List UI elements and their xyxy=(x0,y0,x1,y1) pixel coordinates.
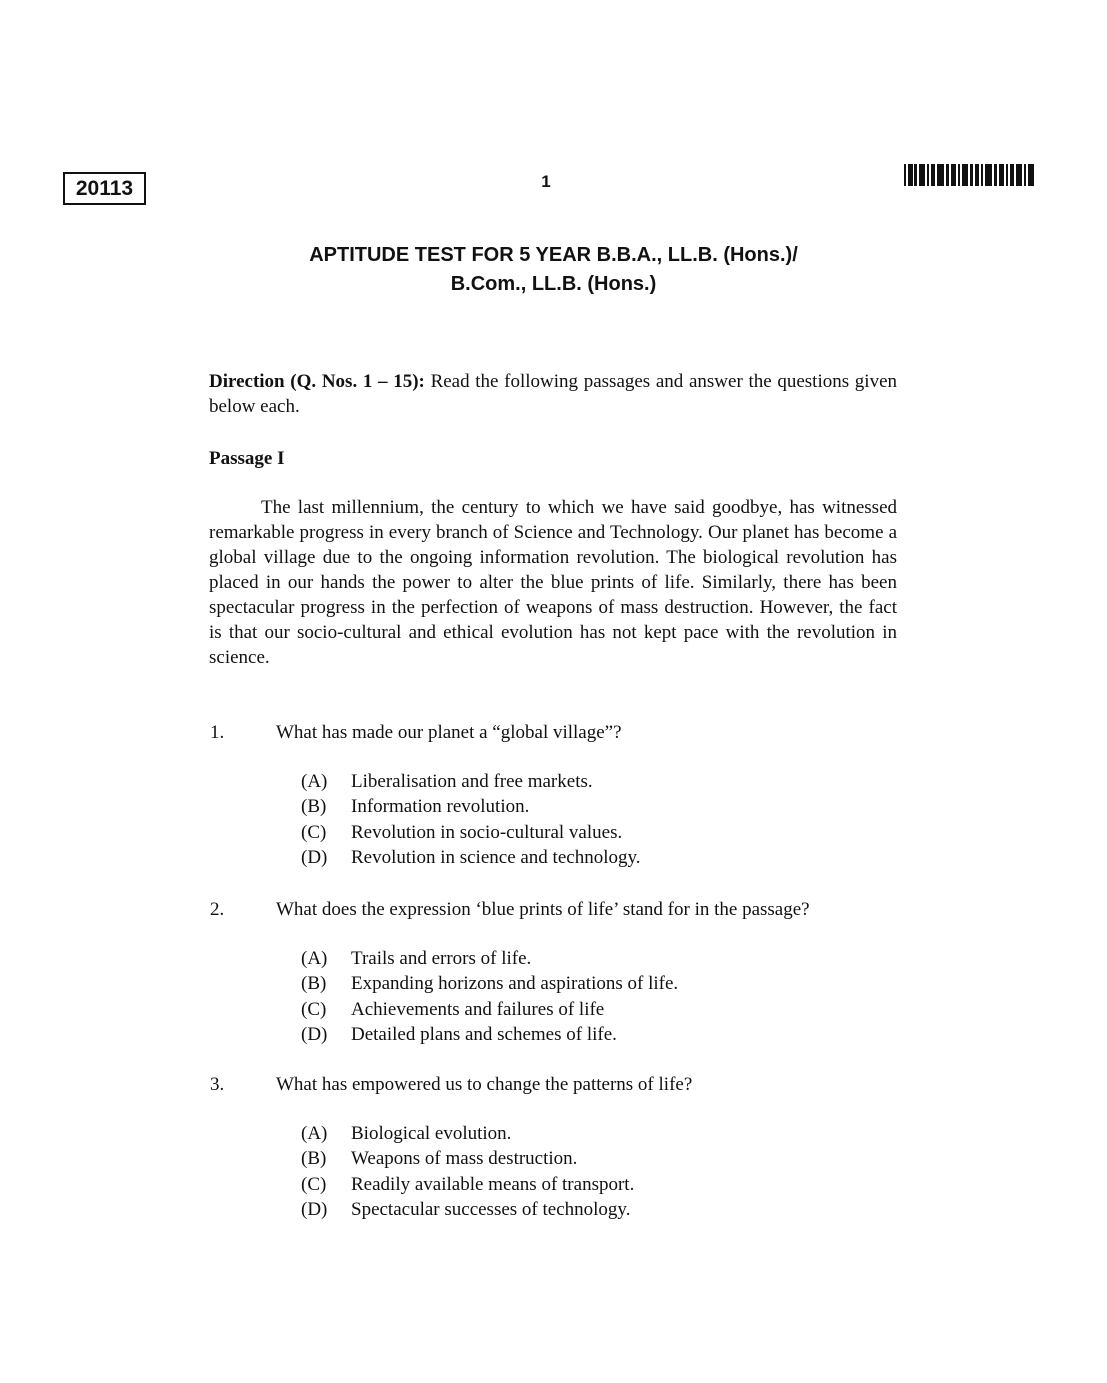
paper-code-box: 20113 xyxy=(63,172,146,205)
option-c xyxy=(301,820,641,845)
direction-label: Direction (Q. Nos. 1 – 15): xyxy=(209,371,425,392)
options-list xyxy=(301,1121,634,1222)
option-letter: (C) xyxy=(301,821,327,843)
option-d xyxy=(301,1022,678,1047)
option-c xyxy=(301,1172,634,1197)
option-letter: (B) xyxy=(301,1148,327,1170)
option-text: Liberalisation and free markets. xyxy=(351,771,593,792)
option-text: Revolution in socio-cultural values. xyxy=(351,821,623,843)
option-text: Biological evolution. xyxy=(351,1123,512,1144)
option-text: Detailed plans and schemes of life. xyxy=(351,1023,617,1045)
option-a xyxy=(301,1121,634,1146)
option-b xyxy=(301,794,641,819)
option-text: Expanding horizons and aspirations of life. xyxy=(351,973,679,995)
option-letter: (B) xyxy=(301,796,327,818)
option-text: Trails and errors of life. xyxy=(351,948,532,969)
option-text: Information revolution. xyxy=(351,796,530,818)
option-text: Weapons of mass destruction. xyxy=(351,1148,578,1170)
option-a xyxy=(301,946,678,971)
option-d xyxy=(301,845,641,870)
question-number: 2. xyxy=(210,899,225,920)
exam-title xyxy=(200,241,907,299)
option-text: Achievements and failures of life xyxy=(351,998,605,1020)
option-letter: (D) xyxy=(301,1023,328,1045)
passage-title: Passage I xyxy=(209,448,285,469)
option-letter: (C) xyxy=(301,1173,327,1195)
question-text: What does the expression ‘blue prints of life’ stand for in the passage? xyxy=(276,899,810,920)
option-letter: (A) xyxy=(301,948,328,969)
question-number: 1. xyxy=(210,722,225,743)
barcode-icon xyxy=(904,164,1034,186)
question-number: 3. xyxy=(210,1074,225,1095)
options-list xyxy=(301,946,678,1047)
option-letter: (A) xyxy=(301,771,328,792)
option-letter: (D) xyxy=(301,1198,328,1220)
option-b xyxy=(301,1146,634,1171)
option-b xyxy=(301,971,678,996)
option-a xyxy=(301,769,641,794)
option-c xyxy=(301,997,678,1022)
option-letter: (D) xyxy=(301,846,328,868)
options-list xyxy=(301,769,641,870)
question-text: What has empowered us to change the patterns of life? xyxy=(276,1074,693,1095)
option-text: Readily available means of transport. xyxy=(351,1173,635,1195)
question-text: What has made our planet a “global village”? xyxy=(276,722,622,743)
passage-text: The last millennium, the century to which we have said goodbye, has witnessed remarkable progress in every branch of Science and Technology. Our planet has become a global village due to the ongoing information revolution. The biological revolution has placed in our hands the power to alter the blue prints of life. Similarly, there has been spectacular progress in the perfection of weapons of mass destruction. However, the fact is that our socio-cultural and ethical evolution has not kept pace with the revolution in science. xyxy=(209,497,897,668)
option-letter: (C) xyxy=(301,998,327,1020)
option-letter: (B) xyxy=(301,973,327,995)
direction-text: Read the following passages and answer the questions given below each. xyxy=(209,371,898,417)
exam-title-line-1: APTITUDE TEST FOR 5 YEAR B.B.A., LL.B. (Hons.)/ xyxy=(309,244,798,266)
option-d xyxy=(301,1197,634,1222)
exam-title-line-2: B.Com., LL.B. (Hons.) xyxy=(450,273,657,295)
option-text: Revolution in science and technology. xyxy=(351,846,641,868)
option-text: Spectacular successes of technology. xyxy=(351,1198,631,1220)
direction xyxy=(209,369,897,419)
page-number: 1 xyxy=(541,172,551,191)
option-letter: (A) xyxy=(301,1123,328,1144)
